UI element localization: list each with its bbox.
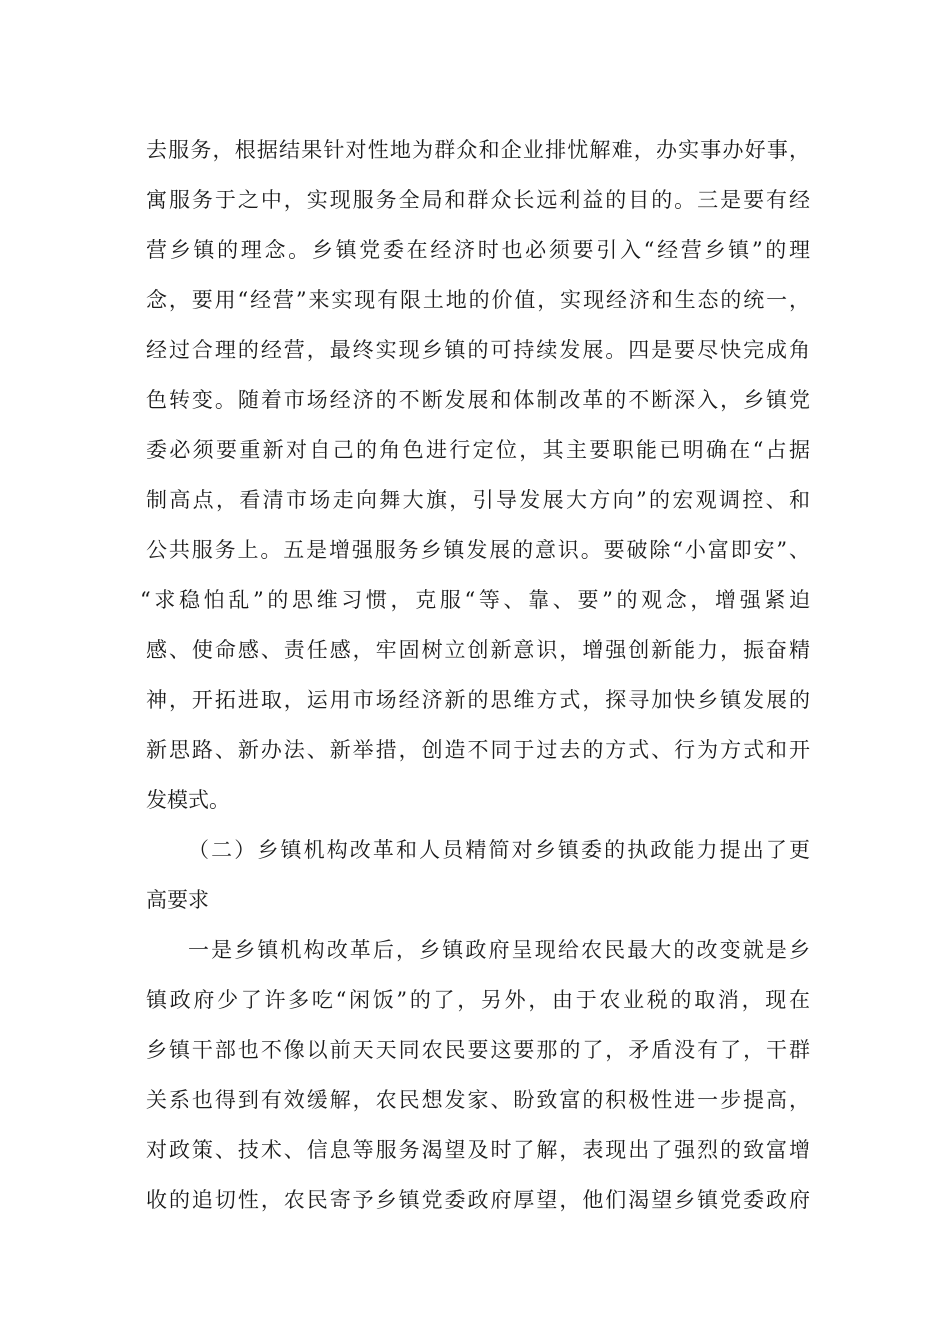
paragraph-line: 制高点，看清市场走向舞大旗，引导发展大方向”的宏观调控、和 xyxy=(146,488,810,512)
paragraph-line: 对政策、技术、信息等服务渴望及时了解，表现出了强烈的致富增 xyxy=(146,1138,810,1162)
paragraph-line: 收的追切性，农民寄予乡镇党委政府厚望，他们渴望乡镇党委政府 xyxy=(146,1188,810,1212)
paragraph-line: 去服务，根据结果针对性地为群众和企业排忧解难，办实事办好事， xyxy=(146,138,810,162)
section-heading-line: （二）乡镇机构改革和人员精简对乡镇委的执政能力提出了更 xyxy=(188,838,810,862)
paragraph-line: 发模式。 xyxy=(146,788,230,812)
paragraph-line: 新思路、新办法、新举措，创造不同于过去的方式、行为方式和开 xyxy=(146,738,810,762)
paragraph-line: 乡镇干部也不像以前天天同农民要这要那的了，矛盾没有了，干群 xyxy=(146,1038,810,1062)
paragraph-line: “求稳怕乱”的思维习惯，克服“等、靠、要”的观念，增强紧迫 xyxy=(140,588,810,612)
paragraph-line: 公共服务上。五是增强服务乡镇发展的意识。要破除“小富即安”、 xyxy=(146,538,810,562)
paragraph-line: 关系也得到有效缓解，农民想发家、盼致富的积极性进一步提高， xyxy=(146,1088,810,1112)
paragraph-line: 念，要用“经营”来实现有限土地的价值，实现经济和生态的统一， xyxy=(146,288,810,312)
paragraph-line: 寓服务于之中，实现服务全局和群众长远利益的目的。三是要有经 xyxy=(146,188,810,212)
paragraph-line: 感、使命感、责任感，牢固树立创新意识，增强创新能力，振奋精 xyxy=(146,638,810,662)
section-heading-line: 高要求 xyxy=(146,888,209,912)
paragraph-line: 镇政府少了许多吃“闲饭”的了，另外，由于农业税的取消，现在 xyxy=(146,988,810,1012)
paragraph-line: 营乡镇的理念。乡镇党委在经济时也必须要引入“经营乡镇”的理 xyxy=(146,238,810,262)
paragraph-line: 色转变。随着市场经济的不断发展和体制改革的不断深入，乡镇党 xyxy=(146,388,810,412)
paragraph-line: 神，开拓进取，运用市场经济新的思维方式，探寻加快乡镇发展的 xyxy=(146,688,810,712)
paragraph-line: 一是乡镇机构改革后，乡镇政府呈现给农民最大的改变就是乡 xyxy=(188,938,810,962)
paragraph-line: 委必须要重新对自己的角色进行定位，其主要职能已明确在“占据 xyxy=(146,438,810,462)
paragraph-line: 经过合理的经营，最终实现乡镇的可持续发展。四是要尽快完成角 xyxy=(146,338,810,362)
